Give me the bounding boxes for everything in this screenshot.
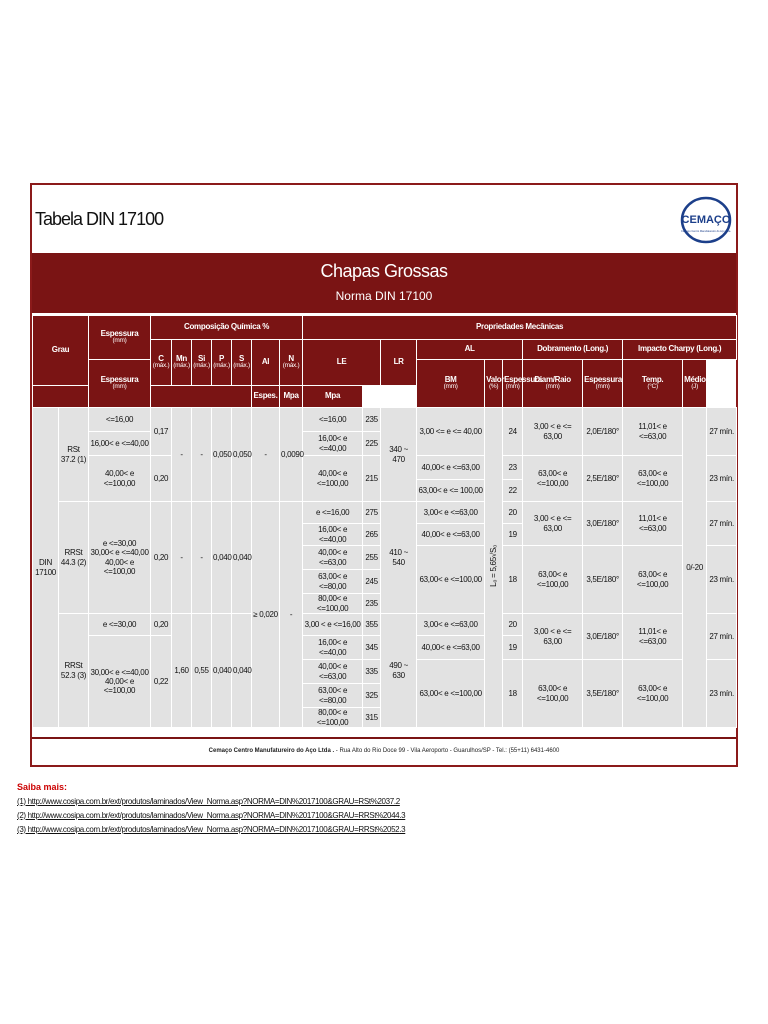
- cemaco-logo: [680, 195, 732, 245]
- le-mpa-cell: 245: [363, 570, 381, 594]
- medio-cell: 27 mín.: [707, 502, 737, 546]
- le-mpa-cell: 315: [363, 708, 381, 728]
- dob-esp-cell: 3,00 < e <= 63,00: [523, 502, 583, 546]
- le-esp-cell: 63,00< e <=80,00: [303, 570, 363, 594]
- al-esp-cell: 40,00< e <=63,00: [417, 524, 485, 546]
- lr-cell: 490 ~ 630: [381, 614, 417, 728]
- temp-cell: 0/-20: [683, 408, 707, 728]
- valor-cell: 24: [503, 408, 523, 456]
- dobramento-header: Dobramento (Long.): [523, 340, 623, 360]
- le-mpa-cell: 255: [363, 546, 381, 570]
- lr-header: LR: [381, 340, 417, 386]
- valor-cell: 18: [503, 660, 523, 728]
- le-mpa-cell: 275: [363, 502, 381, 524]
- al-esp-cell: 63,00< e <=100,00: [417, 660, 485, 728]
- medio-cell: 23 mín.: [707, 546, 737, 614]
- dob-esp-cell: 63,00< e <=100,00: [523, 456, 583, 502]
- le-mpa-cell: 355: [363, 614, 381, 636]
- p-header: P (máx.): [212, 340, 232, 386]
- c-cell: 0,17: [151, 408, 172, 456]
- valor-cell: 23: [503, 456, 523, 480]
- bm-cell: L₀ = 5,65√S₀: [485, 408, 503, 728]
- espessura-cell: 40,00< e <=100,00: [89, 456, 151, 502]
- al-esp-cell: 63,00< e <=100,00: [417, 546, 485, 614]
- espessura-cell: 16,00< e <=40,00: [89, 432, 151, 456]
- espessura-header: Espessura (mm): [89, 316, 151, 360]
- dob-esp-cell: 3,00 < e <= 63,00: [523, 614, 583, 660]
- diam-cell: 3,5E/180°: [583, 546, 623, 614]
- al-esp-cell: 3,00 <= e <= 40,00: [417, 408, 485, 456]
- svg-text:Cemaço Centro Manufatureiro do: Cemaço Centro Manufatureiro do Aço Ltda.: [680, 230, 732, 233]
- le-esp-cell: 63,00< e <=80,00: [303, 684, 363, 708]
- mn-cell: -: [172, 502, 192, 614]
- banner-subtitle: Norma DIN 17100: [335, 289, 433, 303]
- valor-header: Valor (%): [485, 360, 503, 408]
- norma-cell: DIN 17100: [33, 408, 59, 728]
- p-cell: 0,040: [212, 502, 232, 614]
- medio-cell: 23 mín.: [707, 456, 737, 502]
- le-esp-cell: 16,00< e <=40,00: [303, 432, 363, 456]
- al-cell: -: [252, 408, 280, 502]
- le-header: LE: [303, 340, 381, 386]
- link-rst37[interactable]: (1) http://www.cosipa.com.br/ext/produtos/laminados/View_Norma.asp?NORMA=DIN%2017100&GRAU=RSt%2037.2: [17, 797, 400, 806]
- al-esp-cell: 40,00< e <=63,00: [417, 456, 485, 480]
- medio-cell: 23 mín.: [707, 660, 737, 728]
- le-esp-cell: 40,00< e <=63,00: [303, 660, 363, 684]
- le-esp-cell: 16,00< e <=40,00: [303, 524, 363, 546]
- al-header: Al: [252, 340, 280, 386]
- imp-esp-cell: 63,00< e <=100,00: [623, 660, 683, 728]
- dob-esp-cell: 3,00 < e <= 63,00: [523, 408, 583, 456]
- footer-company: Cemaço Centro Manufatureiro do Aço Ltda .: [208, 748, 335, 754]
- le-esp-cell: 16,00< e <=40,00: [303, 636, 363, 660]
- le-mpa-cell: 345: [363, 636, 381, 660]
- lr-mpa-header: Mpa: [303, 386, 363, 408]
- diam-cell: 2,0E/180°: [583, 408, 623, 456]
- n-cell: 0,0090: [280, 408, 303, 502]
- document-frame: [30, 183, 738, 767]
- le-esp-cell: 40,00< e <=100,00: [303, 456, 363, 502]
- le-esp-cell: 40,00< e <=63,00: [303, 546, 363, 570]
- le-esp-cell: <=16,00: [303, 408, 363, 432]
- diam-cell: 2,5E/180°: [583, 456, 623, 502]
- mn-header: Mn (máx.): [172, 340, 192, 386]
- espessura-cell: e <=30,00: [89, 614, 151, 636]
- al-esp-cell: 63,00< e <= 100,00: [417, 480, 485, 502]
- si-cell: 0,55: [192, 614, 212, 728]
- s-header: S (máx.): [232, 340, 252, 386]
- le-esp-cell: e <=16,00: [303, 502, 363, 524]
- al-espessura-header: Espessura (mm): [89, 360, 151, 408]
- valor-cell: 18: [503, 546, 523, 614]
- mn-cell: 1,60: [172, 614, 192, 728]
- p-cell: 0,040: [212, 614, 232, 728]
- composicao-header: Composição Química %: [151, 316, 303, 340]
- grau-rst44: RRSt 44.3 (2): [59, 502, 89, 614]
- al-cell: ≥ 0,020: [252, 502, 280, 728]
- espessura-cell: <=16,00: [89, 408, 151, 432]
- s-cell: 0,050: [232, 408, 252, 502]
- si-cell: -: [192, 408, 212, 502]
- banner-title: Chapas Grossas: [320, 261, 448, 281]
- mn-cell: -: [172, 408, 192, 502]
- footer-address: - Rua Alto do Rio Doce 99 - Vila Aeroporto - Guarulhos/SP - Tel.: (55+11) 6431-4600: [334, 748, 560, 754]
- si-header: Si (máx.): [192, 340, 212, 386]
- page-title: Tabela DIN 17100: [35, 209, 164, 229]
- p-cell: 0,050: [212, 408, 232, 502]
- le-mpa-cell: 215: [363, 456, 381, 502]
- diam-header: Diam/Raio (mm): [523, 360, 583, 408]
- saiba-mais-heading: Saiba mais:: [17, 782, 68, 792]
- le-mpa-cell: 335: [363, 660, 381, 684]
- le-mpa-cell: 325: [363, 684, 381, 708]
- link-rst44[interactable]: (2) http://www.cosipa.com.br/ext/produtos/laminados/View_Norma.asp?NORMA=DIN%2017100&GRAU=RRSt%2044.3: [17, 811, 406, 820]
- medio-cell: 27 mín.: [707, 408, 737, 456]
- n-header: N (máx.): [280, 340, 303, 386]
- bm-header: BM (mm): [417, 360, 485, 408]
- le-esp-cell: 3,00 < e <=16,00: [303, 614, 363, 636]
- le-mpa-cell: 265: [363, 524, 381, 546]
- grau-rst52: RRSt 52.3 (3): [59, 614, 89, 728]
- diam-cell: 3,0E/180°: [583, 502, 623, 546]
- valor-cell: 20: [503, 502, 523, 524]
- footer: [32, 737, 736, 765]
- dob-esp-cell: 63,00< e <=100,00: [523, 660, 583, 728]
- medio-cell: 27 mín.: [707, 614, 737, 660]
- al-mech-header: AL: [417, 340, 523, 360]
- propriedades-header: Propriedades Mecânicas: [303, 316, 737, 340]
- banner: [32, 253, 736, 313]
- impacto-header: Impacto Charpy (Long.): [623, 340, 737, 360]
- din-table: [32, 315, 737, 728]
- valor-cell: 19: [503, 524, 523, 546]
- espes-header: Espes.: [252, 386, 280, 408]
- al-esp-cell: 3,00< e <=63,00: [417, 614, 485, 636]
- c-cell: 0,22: [151, 636, 172, 728]
- lr-cell: 410 ~ 540: [381, 502, 417, 614]
- valor-cell: 19: [503, 636, 523, 660]
- c-cell: 0,20: [151, 502, 172, 614]
- s-cell: 0,040: [232, 614, 252, 728]
- c-header: C (máx.): [151, 340, 172, 386]
- al-esp-cell: 40,00< e <=63,00: [417, 636, 485, 660]
- le-mpa-cell: 225: [363, 432, 381, 456]
- diam-cell: 3,5E/180°: [583, 660, 623, 728]
- imp-esp-cell: 11,01< e <=63,00: [623, 408, 683, 456]
- lr-cell: 340 ~ 470: [381, 408, 417, 502]
- dob-esp-cell: 63,00< e <=100,00: [523, 546, 583, 614]
- imp-espessura-header: Espessura (mm): [583, 360, 623, 408]
- espessura-cell: e <=30,00 30,00< e <=40,00 40,00< e <=100,00: [89, 502, 151, 614]
- diam-cell: 3,0E/180°: [583, 614, 623, 660]
- imp-esp-cell: 63,00< e <=100,00: [623, 546, 683, 614]
- si-cell: -: [192, 502, 212, 614]
- dob-espessura-header: Espessura (mm): [503, 360, 523, 408]
- espessura-cell: 30,00< e <=40,00 40,00< e <=100,00: [89, 636, 151, 728]
- s-cell: 0,040: [232, 502, 252, 614]
- valor-cell: 20: [503, 614, 523, 636]
- valor-cell: 22: [503, 480, 523, 502]
- le-esp-cell: 80,00< e <=100,00: [303, 708, 363, 728]
- svg-text:CEMAÇO: CEMAÇO: [681, 214, 731, 226]
- c-cell: 0,20: [151, 614, 172, 636]
- temp-header: Temp. (°C): [623, 360, 683, 408]
- c-cell: 0,20: [151, 456, 172, 502]
- grau-rst37: RSt 37.2 (1): [59, 408, 89, 502]
- imp-esp-cell: 11,01< e <=63,00: [623, 502, 683, 546]
- imp-esp-cell: 63,00< e <=100,00: [623, 456, 683, 502]
- le-esp-cell: 80,00< e <=100,00: [303, 594, 363, 614]
- medio-header: Médio (J): [683, 360, 707, 408]
- grau-header: Grau: [33, 316, 89, 386]
- le-mpa-cell: 235: [363, 408, 381, 432]
- mpa-header: Mpa: [280, 386, 303, 408]
- link-rst52[interactable]: (3) http://www.cosipa.com.br/ext/produtos/laminados/View_Norma.asp?NORMA=DIN%2017100&GRAU=RRSt%2052.3: [17, 825, 406, 834]
- n-cell: -: [280, 502, 303, 728]
- al-esp-cell: 3,00< e <=63,00: [417, 502, 485, 524]
- le-mpa-cell: 235: [363, 594, 381, 614]
- imp-esp-cell: 11,01< e <=63,00: [623, 614, 683, 660]
